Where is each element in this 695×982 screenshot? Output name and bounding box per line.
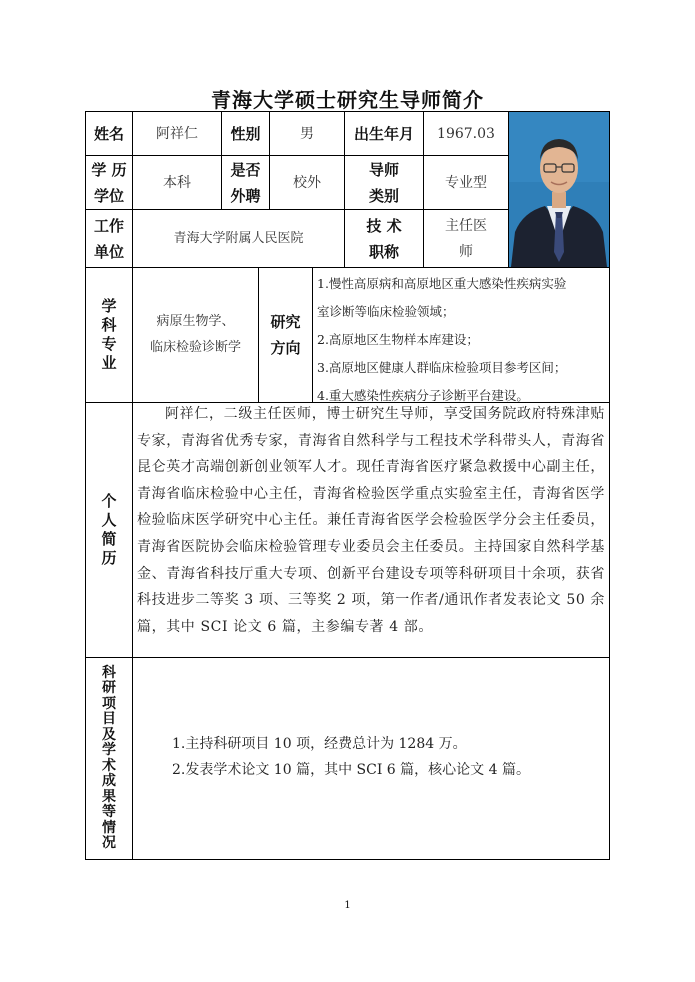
document-title: 青海大学硕士研究生导师简介 — [211, 88, 484, 112]
list-item: 4.重大感染性疾病分子诊断平台建设。 — [317, 388, 529, 403]
achievements-label-char: 学 — [102, 742, 116, 758]
achievements-label-char: 等 — [102, 804, 116, 820]
title-value-line2: 师 — [459, 243, 473, 260]
gender-value: 男 — [300, 125, 314, 142]
title-value — [424, 210, 508, 267]
bio-text: 阿祥仁，二级主任医师，博士研究生导师，享受国务院政府特殊津贴专家，青海省优秀专家，青海省自然科学与工程技术学科带头人，青海省昆仑英才高端创新创业领军人才。现任青海省医疗紧急救援中心副主任，青海省临床检验中心主任，青海省检验医学重点实验室主任，青海省医学检验临床医学研究中心主任。兼任青海省医学会检验医学分会主任委员，青海省医院协会临床检验管理专业委员会主任委员。主持国家自然科学基金、青海省科技厅重大专项、创新平台建设专项等科研项目十余项，获省科技进步二等奖 3 项、三等奖 2 项，第一作者/通讯作者发表论文 50 余篇，其中 SCI 论文 6 篇，主参编专著 4 部。 — [137, 406, 605, 635]
research-label — [259, 268, 312, 402]
bio-label — [86, 403, 132, 657]
bio-label-char: 人 — [101, 511, 117, 529]
research-label-line2: 方向 — [270, 339, 301, 357]
list-item: 2.发表学术论文 10 篇，其中 SCI 6 篇，核心论文 4 篇。 — [172, 762, 530, 778]
discipline-label-char: 学 — [101, 297, 117, 315]
list-item: 室诊断等临床检验领域； — [317, 304, 455, 319]
birth-value: 1967.03 — [437, 125, 495, 142]
research-directions-list — [317, 270, 607, 410]
discipline-label — [86, 268, 132, 402]
list-item: 1.慢性高原病和高原地区重大感染性疾病实验 — [317, 276, 567, 291]
discipline-label-char: 专 — [101, 335, 117, 353]
degree-label-line2: 学位 — [93, 186, 124, 205]
discipline-value-line1: 病原生物学、 — [156, 314, 235, 329]
title-label — [345, 210, 423, 267]
page-number: 1 — [344, 900, 351, 911]
work-unit-label-line1: 工作 — [93, 216, 124, 235]
title-label-line2: 职称 — [368, 242, 399, 261]
list-item: 3.高原地区健康人群临床检验项目参考区间； — [317, 360, 567, 375]
portrait-photo-icon — [509, 112, 609, 267]
title-label-line1: 技 术 — [366, 216, 402, 235]
name-label: 姓名 — [93, 124, 124, 143]
achievements-label — [86, 658, 132, 859]
external-value: 校外 — [293, 174, 321, 191]
achievements-label-char: 项 — [102, 695, 116, 712]
research-label-line1: 研究 — [270, 313, 301, 331]
achievements-label-char: 目 — [102, 711, 116, 727]
discipline-label-char: 科 — [101, 316, 117, 334]
discipline-value — [133, 268, 258, 402]
work-unit-value: 青海大学附属人民医院 — [173, 230, 304, 246]
achievements-label-char: 及 — [102, 726, 116, 743]
list-item: 1.主持科研项目 10 项，经费总计为 1284 万。 — [172, 736, 467, 752]
achievements-label-char: 成 — [102, 773, 116, 789]
degree-label-line1: 学 历 — [91, 160, 127, 179]
external-label-line2: 外聘 — [230, 186, 261, 205]
discipline-label-char: 业 — [101, 354, 117, 372]
achievements-label-char: 科 — [102, 664, 116, 681]
bio-label-char: 历 — [101, 549, 117, 567]
profile-table — [85, 111, 610, 860]
work-unit-label — [86, 210, 132, 267]
portrait-photo — [509, 112, 609, 267]
discipline-value-line2: 临床检验诊断学 — [149, 340, 241, 355]
degree-value: 本科 — [163, 174, 191, 191]
achievements-label-char: 术 — [102, 757, 116, 774]
birth-label: 出生年月 — [353, 124, 414, 143]
work-unit-label-line2: 单位 — [93, 242, 124, 261]
bio-label-char: 简 — [101, 530, 117, 548]
bio-label-char: 个 — [101, 492, 117, 510]
external-label — [222, 156, 269, 209]
achievements-label-char: 况 — [102, 835, 116, 851]
name-value: 阿祥仁 — [156, 125, 198, 142]
mentor-type-label — [345, 156, 423, 209]
achievements-label-char: 果 — [102, 788, 116, 805]
title-value-line1: 主任医 — [445, 217, 487, 234]
achievements-label-char: 情 — [102, 819, 116, 836]
mentor-type-value: 专业型 — [445, 174, 487, 191]
mentor-type-label-line2: 类别 — [368, 186, 399, 205]
achievements-label-char: 研 — [102, 680, 116, 696]
achievements-list — [172, 731, 602, 783]
degree-label — [86, 156, 132, 209]
gender-label: 性别 — [230, 124, 261, 143]
external-label-line1: 是否 — [230, 160, 261, 179]
mentor-type-label-line1: 导师 — [368, 160, 399, 179]
list-item: 2.高原地区生物样本库建设； — [317, 332, 479, 347]
